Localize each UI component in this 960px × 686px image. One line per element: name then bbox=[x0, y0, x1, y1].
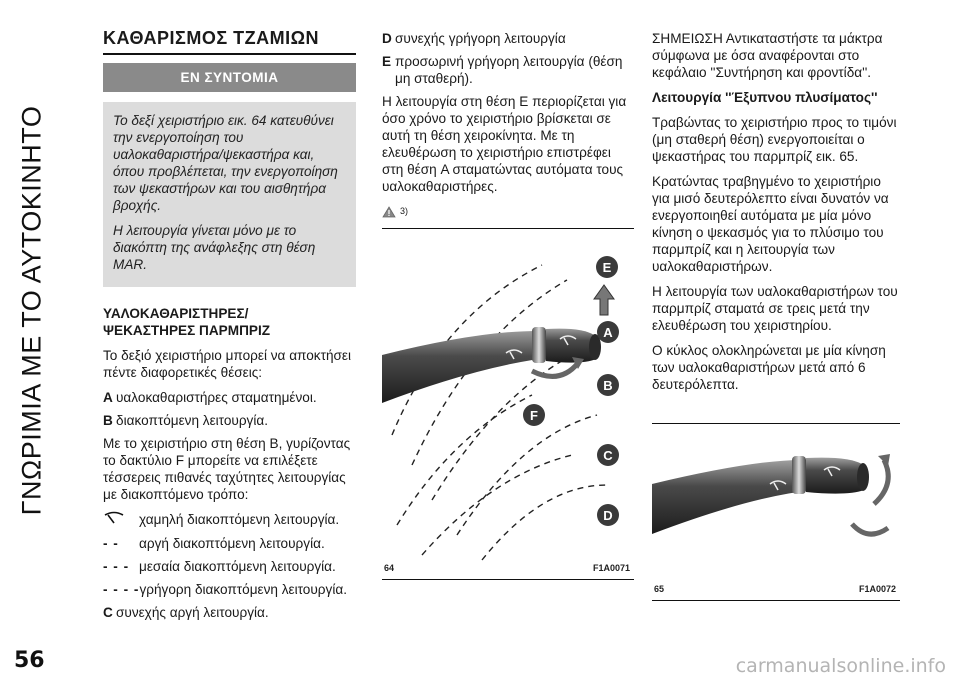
note-paragraph: ΣΗΜΕΙΩΣΗ Αντικαταστήστε τα μάκτρα σύμφωνα με όσα αναφέρονται στο κεφάλαιο ''Συντήρηση και φροντίδα''. bbox=[652, 31, 883, 80]
paragraph-4: Ο κύκλος ολοκληρώνεται με μία κίνηση των υαλοκαθαριστήρων μετά από 6 δευτερόλεπτα. bbox=[652, 343, 886, 392]
item-text: αργή διακοπτόμενη λειτουργία. bbox=[139, 536, 325, 551]
subheading-line-1: ΥΑΛΟΚΑΘΑΡΙΣΤΗΡΕΣ/ bbox=[103, 306, 249, 321]
side-chapter-title bbox=[4, 20, 60, 600]
section-heading: ΚΑΘΑΡΙΣΜΟΣ ΤΖΑΜΙΩΝ bbox=[103, 30, 356, 55]
speed-item-3 bbox=[103, 558, 356, 575]
wiper-icon bbox=[103, 511, 139, 529]
figure-caption bbox=[382, 556, 634, 577]
subheading-line-2: ΨΕΚΑΣΤΗΡΕΣ ΠΑΡΜΠΡΙΖ bbox=[103, 323, 271, 338]
label-e: E bbox=[602, 260, 612, 275]
paragraph-e: Η λειτουργία στη θέση E περιορίζεται για όσο χρόνο το χειριστήριο βρίσκεται σε αυτή τη θέση χειροκίνητα. Με τη ελευθέρωση το χειριστήριο επιστρέφει στη θέση A σταματώντας αυτόματα τους υαλοκαθαριστήρες. bbox=[382, 94, 627, 194]
figure-code: F1A0071 bbox=[592, 563, 630, 573]
smart-wash-heading: Λειτουργία ''Έξυπνου πλυσίματος'' bbox=[652, 90, 878, 105]
item-key: D bbox=[382, 31, 392, 46]
label-f: F bbox=[530, 408, 538, 423]
summary-paragraph-1: Το δεξί χειριστήριο εικ. 64 κατευθύνει την ενεργοποίηση του υαλοκαθαριστήρα/ψεκαστήρα και, όπου προβλέπεται, την ενεργοποίηση των ψεκαστήρων και του αισθητήρα βροχής. bbox=[113, 113, 338, 213]
label-d: D bbox=[603, 508, 613, 523]
paragraph-1: Τραβώντας το χειριστήριο προς το τιμόνι (μη σταθερή θέση) ενεργοποιείται ο ψεκαστήρας του παρμπρίζ εικ. 65. bbox=[652, 115, 897, 164]
item-key: E bbox=[382, 54, 392, 69]
item-text: διακοπτόμενη λειτουργία. bbox=[116, 413, 269, 428]
list-item-e bbox=[382, 53, 634, 87]
item-key: - - bbox=[103, 536, 119, 551]
list-item-d bbox=[382, 30, 634, 47]
figure-code: F1A0072 bbox=[858, 584, 896, 594]
item-text: προσωρινή γρήγορη λειτουργία (θέση μη σταθερή). bbox=[395, 54, 623, 86]
watermark: carmanualsonline.info bbox=[735, 655, 946, 677]
item-key: - - - - bbox=[103, 582, 140, 597]
figure-number: 65 bbox=[654, 584, 665, 594]
figure-65 bbox=[652, 423, 900, 601]
wiper-stalk-illustration bbox=[382, 235, 634, 569]
summary-title: ΕΝ ΣΥΝΤΟΜΙΑ bbox=[103, 63, 356, 92]
label-c: C bbox=[603, 448, 613, 463]
item-text: υαλοκαθαριστήρες σταματημένοι. bbox=[116, 390, 317, 405]
label-b: B bbox=[603, 378, 613, 393]
column-3 bbox=[652, 30, 900, 594]
item-key: C bbox=[103, 605, 113, 620]
item-key: - - - bbox=[103, 559, 130, 574]
column-2 bbox=[382, 30, 634, 580]
list-item-c bbox=[103, 604, 356, 621]
summary-box bbox=[103, 102, 356, 287]
item-key: B bbox=[103, 413, 113, 428]
paragraph-b: Με το χειριστήριο στη θέση B, γυρίζοντας το δακτύλιο F μπορείτε να επιλέξετε τέσσερεις πιθανές ταχύτητες λειτουργίας με διακοπτόμενο τρόπο: bbox=[103, 436, 351, 502]
warning-triangle-icon bbox=[382, 206, 396, 218]
subheading bbox=[103, 305, 356, 339]
item-text: γρήγορη διακοπτόμενη λειτουργία. bbox=[139, 582, 347, 597]
figure-number: 64 bbox=[384, 563, 395, 573]
item-key: A bbox=[103, 390, 113, 405]
warning-ref-number: 3) bbox=[400, 206, 409, 216]
speed-item-4 bbox=[103, 581, 356, 598]
figure-64 bbox=[382, 228, 634, 580]
item-text: συνεχής γρήγορη λειτουργία bbox=[395, 31, 566, 46]
warning-reference bbox=[382, 203, 634, 220]
list-item-a bbox=[103, 389, 356, 406]
label-a: A bbox=[603, 325, 613, 340]
page-number: 56 bbox=[14, 648, 45, 673]
side-chapter-title-text: ΓΝΩΡΙΜΙΑ ΜΕ ΤΟ ΑΥΤΟΚΙΝΗΤΟ bbox=[16, 105, 47, 515]
item-text: μεσαία διακοπτόμενη λειτουργία. bbox=[139, 559, 336, 574]
speed-item-2 bbox=[103, 535, 356, 552]
paragraph-3: Η λειτουργία των υαλοκαθαριστήρων του παρμπρίζ σταματά σε τρεις μετά την ελευθέρωση του χειριστηρίου. bbox=[652, 284, 898, 333]
speed-item-1 bbox=[103, 511, 356, 529]
item-text: χαμηλή διακοπτόμενη λειτουργία. bbox=[139, 512, 340, 527]
paragraph-2: Κρατώντας τραβηγμένο το χειριστήριο για μισό δευτερόλεπτο είναι δυνατόν να ενεργοποιηθεί αυτόματα με μία μόνο κίνηση ο ψεκασμός για το πλύσιμο του παρμπρίζ και η λειτουργία των υαλοκαθαριστήρων. bbox=[652, 174, 889, 274]
column-1 bbox=[103, 30, 356, 627]
item-text: συνεχής αργή λειτουργία. bbox=[116, 605, 269, 620]
intro-paragraph: Το δεξιό χειριστήριο μπορεί να αποκτήσει πέντε διαφορετικές θέσεις: bbox=[103, 348, 351, 380]
figure-caption bbox=[652, 577, 900, 598]
list-item-b bbox=[103, 412, 356, 429]
summary-paragraph-2: Η λειτουργία γίνεται μόνο με το διακόπτη της ανάφλεξης στη θέση MAR. bbox=[113, 223, 316, 272]
wiper-stalk-pull-illustration bbox=[652, 434, 900, 584]
